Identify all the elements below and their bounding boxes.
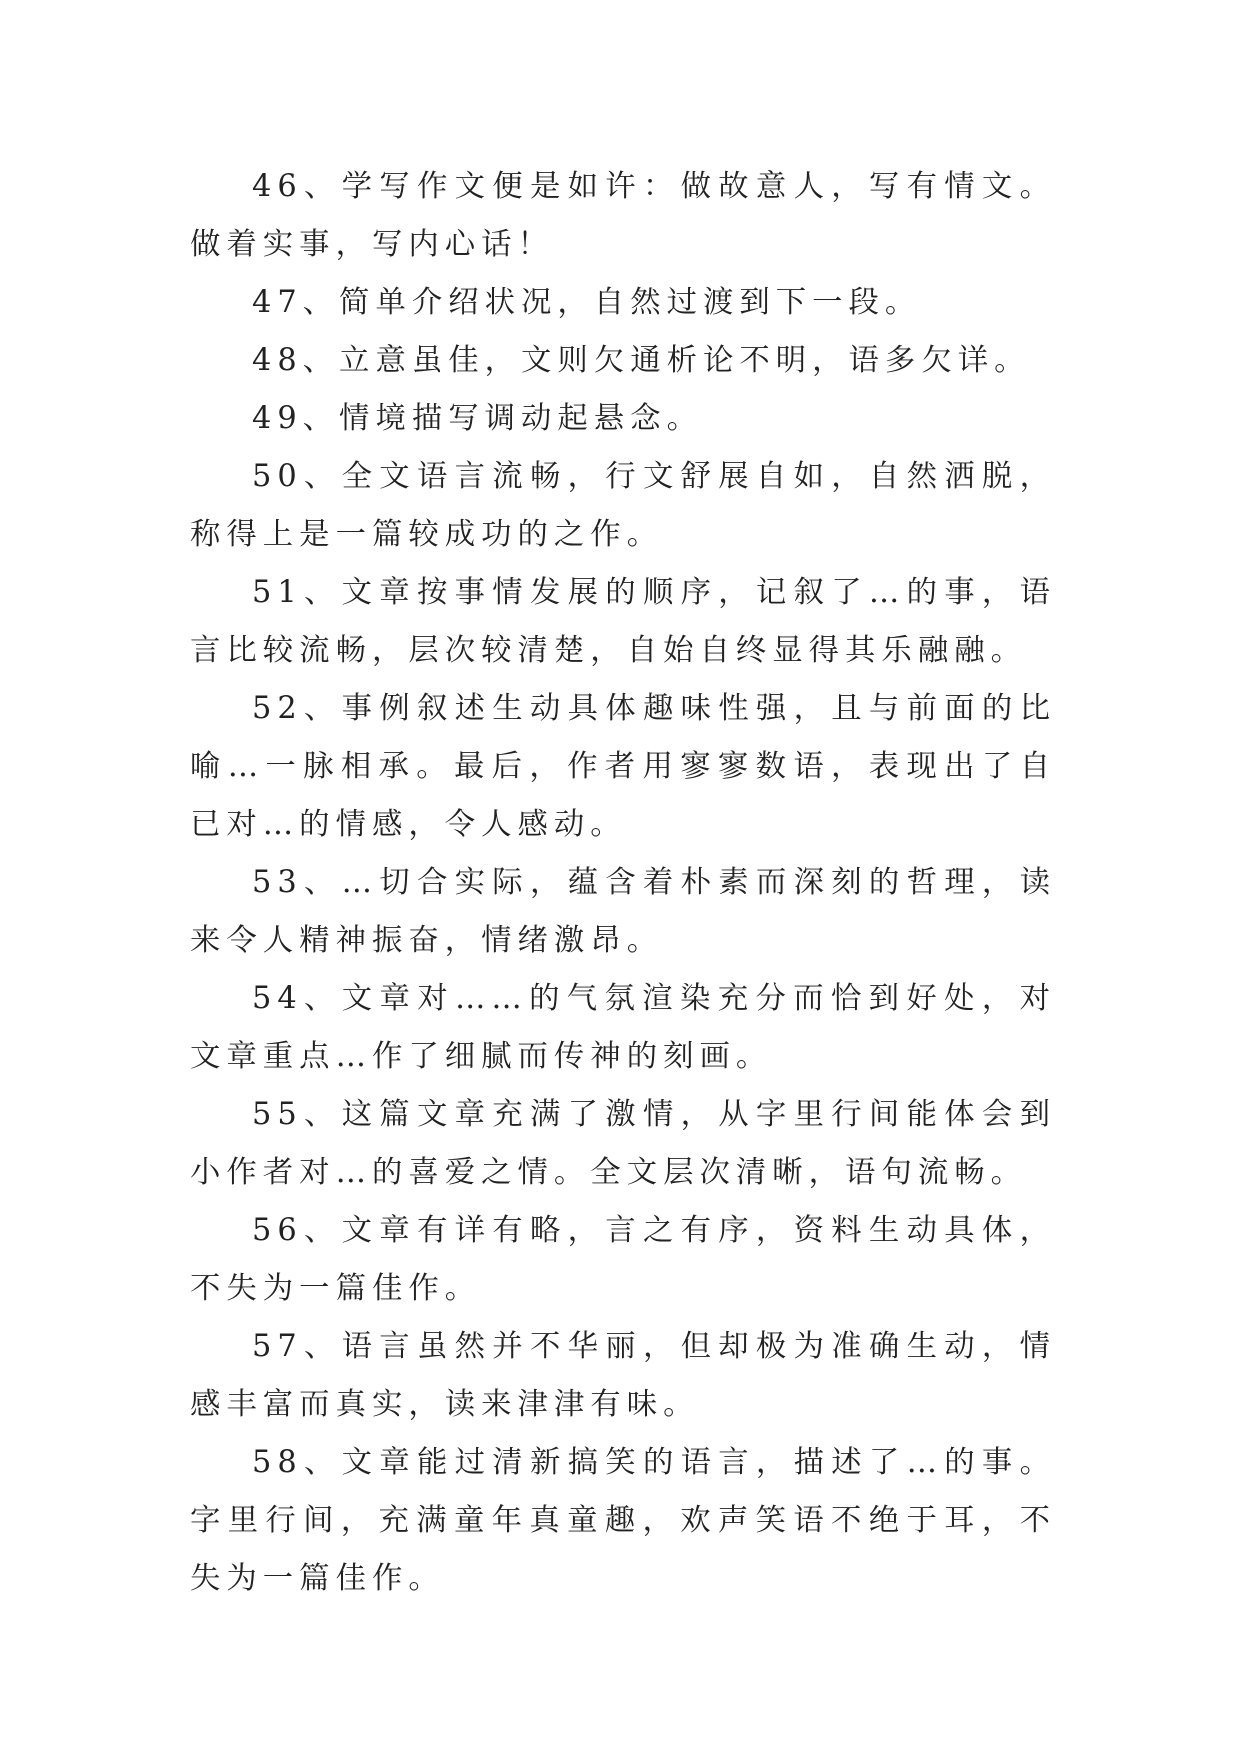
comment-50: 50、全文语言流畅，行文舒展自如，自然洒脱，称得上是一篇较成功的之作。 [190, 459, 1056, 552]
comment-49: 49、情境描写调动起悬念。 [252, 401, 703, 436]
comment-48: 48、立意虽佳，文则欠通析论不明，语多欠详。 [252, 343, 1031, 378]
comment-47: 47、简单介绍状况，自然过渡到下一段。 [252, 285, 922, 320]
comment-56: 56、文章有详有略，言之有序，资料生动具体，不失为一篇佳作。 [190, 1213, 1056, 1306]
comment-52: 52、事例叙述生动具体趣味性强，且与前面的比喻…一脉相承。最后，作者用寥寥数语，表现出了自已对…的情感，令人感动。 [190, 691, 1056, 842]
comment-55: 55、这篇文章充满了激情，从字里行间能体会到小作者对…的喜爱之情。全文层次清晰，语句流畅。 [190, 1097, 1056, 1190]
comment-53: 53、…切合实际，蕴含着朴素而深刻的哲理，读来令人精神振奋，情绪激昂。 [190, 865, 1056, 958]
comment-46: 46、学写作文便是如许：做故意人，写有情文。做着实事，写内心话！ [190, 169, 1056, 262]
comment-57: 57、语言虽然并不华丽，但却极为准确生动，情感丰富而真实，读来津津有味。 [190, 1329, 1056, 1422]
comment-51: 51、文章按事情发展的顺序，记叙了…的事，语言比较流畅，层次较清楚，自始自终显得其乐融融。 [190, 575, 1056, 668]
comment-58: 58、文章能过清新搞笑的语言，描述了…的事。字里行间，充满童年真童趣，欢声笑语不绝于耳，不失为一篇佳作。 [190, 1445, 1056, 1596]
comment-54: 54、文章对……的气氛渲染充分而恰到好处，对文章重点…作了细腻而传神的刻画。 [190, 981, 1056, 1074]
comment-list [190, 158, 1056, 1608]
